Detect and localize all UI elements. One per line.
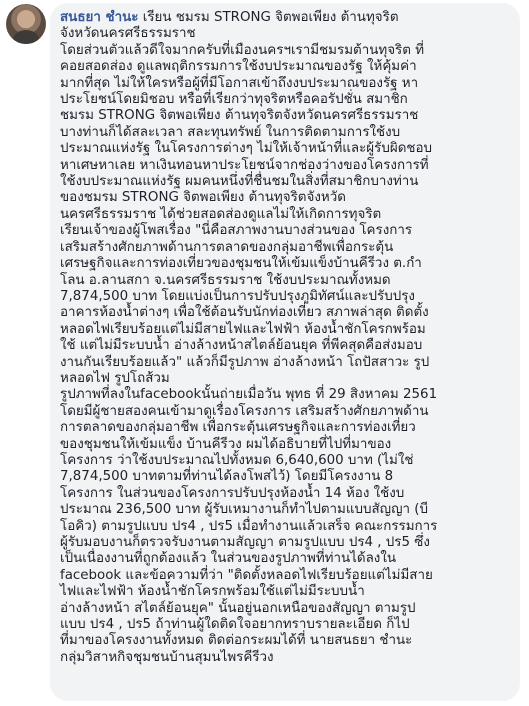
comment-line: เศรษฐกิจและการท่องเที่ยวของชุมชนให้เข้มแข็งบ้านคีรีวง ต.กำ [60, 256, 422, 272]
avatar[interactable] [6, 4, 46, 44]
comment-line: นครศรีธรรมราช ได้ช่วยสอดส่องดูแลไม่ให้เกิดการทุจริต [60, 206, 382, 222]
comment-line: โลน อ.ลานสกา จ.นครศรีธรรมราช ใช้งบประมาณทั้งหมด [60, 272, 391, 288]
comment-line: โอคิว) ตามรูปแบบ ปร4 , ปร5 เมื่อทำงานแล้วเสร็จ คณะกรรมการ [60, 518, 438, 534]
comment-line: facebook และข้อความที่ว่า "ติดตั้งหลอดไฟเรียบร้อยแต่ไม่มีสาย [60, 567, 433, 583]
comment-line: โดยส่วนตัวแล้วดีใจมากครับที่เมืองนครฯเรามีชมรมต้านทุจริต ที่ [60, 42, 425, 58]
comment-line: ที่มาของโครงงานทั้งหมด ติดต่อกระผมได้ที่ นายสนธยา ชำนะ [60, 633, 413, 649]
comment-text [60, 10, 510, 666]
comment-line: หาเศษหาเลย หาเงินทอนหาประโยชน์จากช่องว่างของโครงการที่ [60, 157, 429, 173]
comment-line: 7,874,500 บาทตามที่ท่านได้ลงโพสไว้) โดยมีโครงงาน 8 [60, 469, 394, 485]
comment-line: อาคารห้องน้ำต่างๆ เพื่อใช้ต้อนรับนักท่องเที่ยว สภาพล่าสุด ติดตั้ง [60, 305, 429, 321]
comment-line: หลอดไฟเรียบร้อยแต่ไม่มีสายไฟและไฟฟ้า ห้องน้ำชักโครกพร้อม [60, 321, 426, 337]
comment-line: โดยมีผู้ชายสองคนเข้ามาดูเรื่องโครงการ เสริมสร้างศักยภาพด้าน [60, 403, 429, 419]
comment-line: ชมรม STRONG จิตพอเพียง ต้านทุจริตจังหวัดนครศรีธรรมราช [60, 108, 419, 124]
comment-line: เรียน ชมรม STRONG จิตพอเพียง ต้านทุจริต [138, 10, 399, 25]
comment-line: เรียนเจ้าของผู้โพสเรื่อง "นี่คือสภาพงานบางส่วนของ โครงการ [60, 223, 413, 239]
comment-line: ประโยชน์โดยมิชอบ หรือที่เรียกว่าทุจริตหรือคอรัปชั่น สมาชิก [60, 92, 408, 108]
author-name[interactable]: สนธยา ชำนะ [60, 10, 139, 25]
comment-line: งานกันเรียบร้อยแล้ว" แล้วก็มีรูปภาพ อ่างล้างหน้า โถปัสสาวะ รูป [60, 354, 430, 370]
comment-body [60, 10, 437, 665]
comment-line: ใช้งบประมาณแห่งรัฐ ผมคนหนึ่งที่ชื่นชมในสิ่งที่สมาชิกบางท่าน [60, 174, 419, 190]
comment-line: ของชุมชนให้เข้มแข็ง บ้านคีรีวง ผมได้อธิบายที่ไปที่มาของ [60, 436, 392, 452]
comment-line: เสริมสร้างศักยภาพด้านการตลาดของกลุ่มอาชีพเพื่อกระตุ้น [60, 239, 394, 255]
comment-line: มากที่สุด ไม่ให้ใครหรือผู้ที่มีโอกาสเข้าถึงงบประมาณของรัฐ หา [60, 75, 419, 91]
comment-line: โครงการ ในส่วนของโครงการปรับปรุงห้องน้ำ 14 ห้อง ใช้งบ [60, 485, 405, 501]
comment-line: ของชมรม STRONG จิตพอเพียง ต้านทุจริตจังหวัด [60, 190, 346, 206]
comment-line: โครงการ ว่าใช้งบประมาณไปทั้งหมด 6,640,600 บาท (ไม่ใช่ [60, 452, 414, 468]
comment-line: ประมาณแห่งรัฐ ในโครงการต่างๆ ไม่ให้เจ้าหน้าที่และผู้รับผิดชอบ [60, 141, 433, 157]
comment-line: ผู้รับมอบงานก็ตรวจรับงานตามสัญญา ตามรูปแบบ ปร4 , ปร5 ซึ่ง [60, 535, 430, 550]
comment-line: เป็นเนื่องงานที่ถูกต้องแล้ว ในส่วนของรูปภาพที่ท่านได้ลงใน [60, 551, 397, 567]
comment-line: คอยสอดส่อง ดูแลพฤติกรรมการใช้งบประมาณของรัฐ ให้คุ้มค่า [60, 59, 417, 75]
comment-line: รูปภาพที่ลงในfacebookนั้นถ่ายเมื่อวัน พุทธ ที่ 29 สิงหาคม 2561 [60, 387, 438, 403]
comment-line: ไฟและไฟฟ้า ห้องน้ำชักโครกพร้อมใช้แต่ไม่มีระบบน้ำ [60, 584, 365, 600]
comment-line: แบบ ปร4 , ปร5 ถ้าท่านผู้ใดติดใจอยากทราบรายละเอียด ก็ไป [60, 617, 410, 633]
comment-line: บางท่านก็ได้สละเวลา สละทุนทรัพย์ ในการติดตามการใช้งบ [60, 124, 401, 140]
comment-line: 7,874,500 บาท โดยแบ่งเป็นการปรับปรุงภูมิทัศน์และปรับปรุง [60, 288, 415, 304]
comment-line: ใช้ แต่ไม่มีระบบน้ำ อ่างล้างหน้าสไตล์ย้อนยุค ที่พีคสุดคือส่งมอบ [60, 338, 423, 354]
comment-line: การตลาดของกลุ่มอาชีพ เพื่อกระตุ้นเศรษฐกิจและการท่องเที่ยว [60, 420, 416, 436]
comment-line: กลุ่มวิสาหกิจชุมชนบ้านสุมนไพรคีรีวง [60, 649, 274, 665]
comment-line: จังหวัดนครศรีธรรมราช [60, 26, 196, 42]
comment-bubble [50, 3, 520, 701]
comment-line: ประมาณ 236,500 บาท ผู้รับเหมางานก็ทำไปตามแบบสัญญา (บี [60, 502, 428, 518]
comment-line: หลอดไฟ รูปโถส้วม [60, 370, 170, 386]
comment-line: อ่างล้างหน้า สไตล์ย้อนยุค" นั้นอยู่นอกเหนือของสัญญา ตามรูป [60, 600, 416, 616]
